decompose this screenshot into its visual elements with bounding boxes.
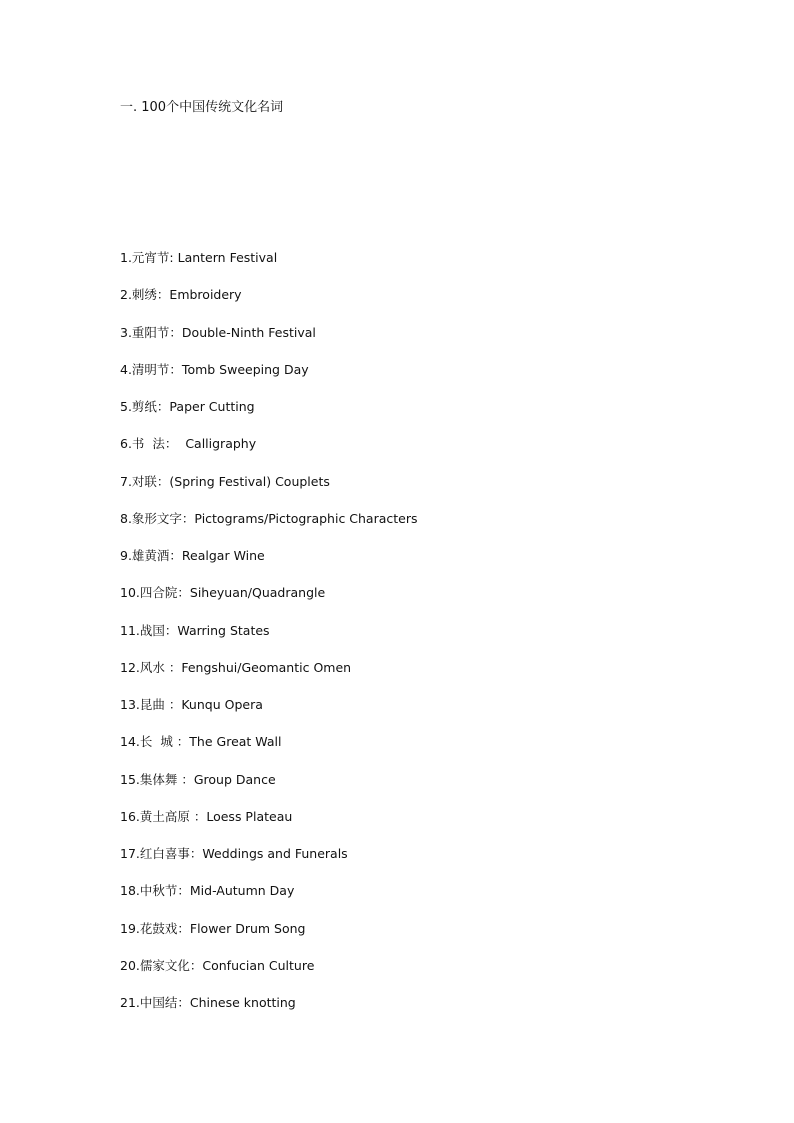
term-item: 1.元宵节: Lantern Festival <box>120 250 278 265</box>
term-item: 18.中秋节：Mid-Autumn Day <box>120 883 295 899</box>
term-item: 21.中国结：Chinese knotting <box>120 995 296 1010</box>
term-item: 13.昆曲 ：Kunqu Opera <box>120 697 263 712</box>
term-item: 8.象形文字：Pictograms/Pictographic Characters <box>120 510 418 526</box>
term-item: 3.重阳节：Double-Ninth Festival <box>120 324 316 340</box>
term-item: 20.儒家文化：Confucian Culture <box>120 957 315 973</box>
term-item: 16.黄土高原 ：Loess Plateau <box>120 808 293 824</box>
term-item: 2.刺绣：Embroidery <box>120 287 242 303</box>
term-item: 6.书 法： Calligraphy <box>120 436 257 452</box>
term-item: 11.战国：Warring States <box>120 622 270 638</box>
term-item: 17.红白喜事：Weddings and Funerals <box>120 846 348 861</box>
section-heading: 一. 100个中国传统文化名词 <box>120 100 284 115</box>
term-item: 5.剪纸：Paper Cutting <box>120 399 255 414</box>
term-item: 15.集体舞 ：Group Dance <box>120 771 276 787</box>
term-item: 9.雄黄酒：Realgar Wine <box>120 548 265 563</box>
term-item: 10.四合院：Siheyuan/Quadrangle <box>120 585 326 601</box>
term-item: 19.花鼓戏：Flower Drum Song <box>120 920 306 936</box>
term-item: 4.清明节：Tomb Sweeping Day <box>120 361 309 377</box>
term-item: 12.风水 ：Fengshui/Geomantic Omen <box>120 659 352 675</box>
term-item: 7.对联：(Spring Festival) Couplets <box>120 473 330 489</box>
term-list <box>120 249 418 1031</box>
term-item: 14.长 城 ：The Great Wall <box>120 734 282 750</box>
